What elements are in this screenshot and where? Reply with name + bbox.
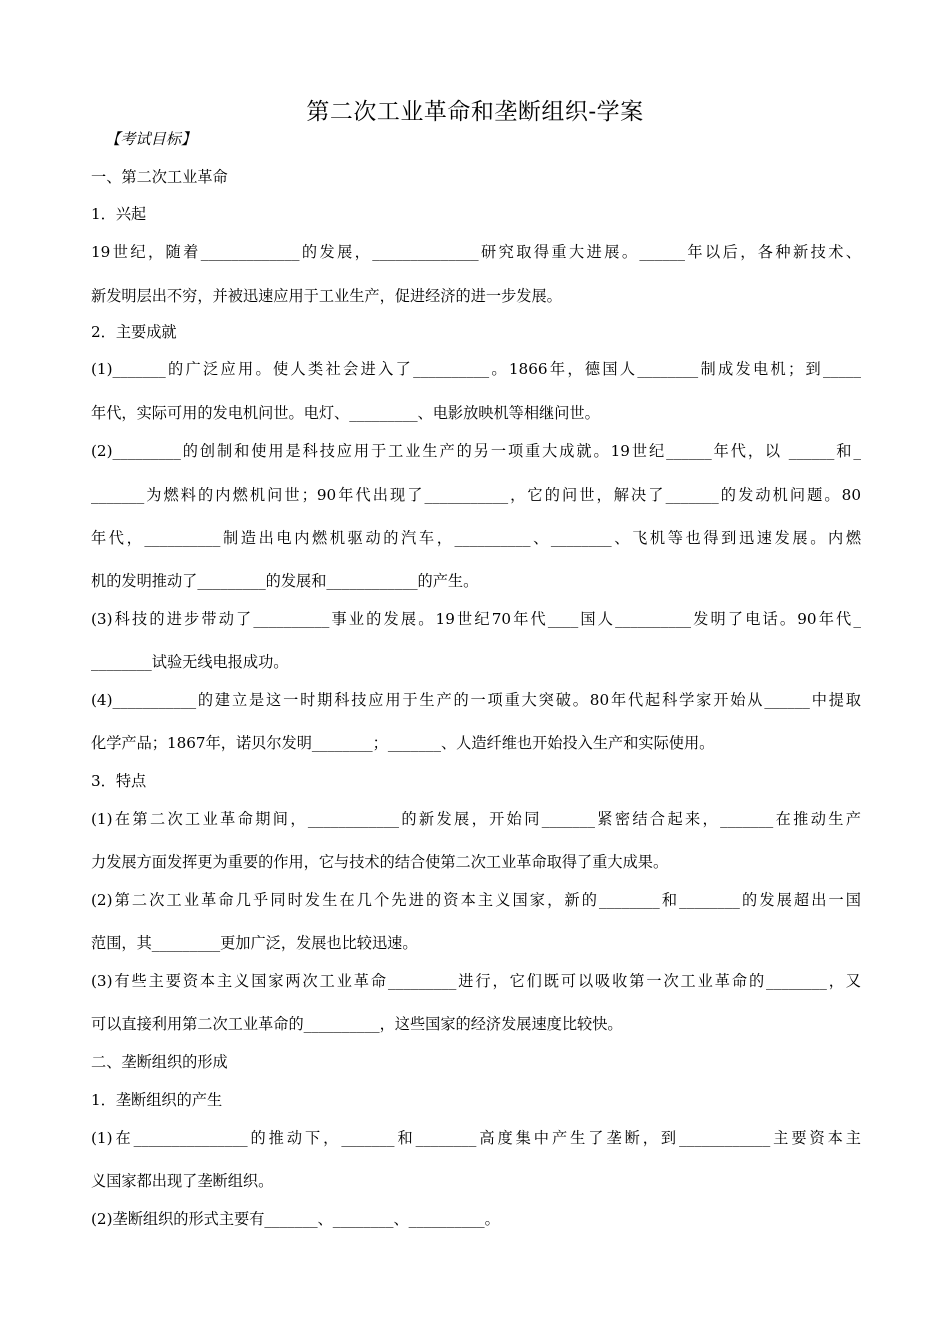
paragraph-line: (2)垄断组织的形式主要有_______、________、__________。 (91, 1210, 500, 1228)
paragraph-line: (3)有些主要资本主义国家两次工业革命_________进行，它们既可以吸收第一次工业革命的________，又 (91, 972, 861, 990)
paragraph-line: 19世纪，随着_____________的发展，______________研究取得重大进展。______年以后，各种新技术、 (91, 243, 861, 261)
subsection-heading-features: 3．特点 (91, 772, 147, 790)
subsection-heading-rise: 1．兴起 (91, 205, 147, 223)
paragraph-line: 机的发明推动了_________的发展和____________的产生。 (91, 572, 479, 590)
paragraph-line: 可以直接利用第二次工业革命的__________，这些国家的经济发展速度比较快。 (91, 1015, 623, 1033)
section-heading-1: 一、第二次工业革命 (91, 168, 228, 186)
paragraph-line: (4)___________的建立是这一时期科技应用于生产的一项重大突破。80年代起科学家开始从______中提取 (91, 691, 861, 709)
subsection-heading-monopoly-origin: 1．垄断组织的产生 (91, 1091, 223, 1109)
page-title: 第二次工业革命和垄断组织-学案 (306, 99, 644, 125)
paragraph-line: (1)_______的广泛应用。使人类社会进入了__________。1866年，德国人________制成发电机；到_____ (91, 360, 861, 378)
paragraph-line: (2)第二次工业革命几乎同时发生在几个先进的资本主义国家，新的________和________的发展超出一国 (91, 891, 861, 909)
paragraph-line: 义国家都出现了垄断组织。 (91, 1172, 274, 1190)
paragraph-line: 新发明层出不穷，并被迅速应用于工业生产，促进经济的进一步发展。 (91, 287, 562, 305)
paragraph-line: (1)在第二次工业革命期间，____________的新发展，开始同_______紧密结合起来，_______在推动生产 (91, 810, 861, 828)
section-heading-2: 二、垄断组织的形成 (91, 1053, 228, 1071)
paragraph-line: 力发展方面发挥更为重要的作用，它与技术的结合使第二次工业革命取得了重大成果。 (91, 853, 669, 871)
paragraph-line: ________试验无线电报成功。 (91, 653, 289, 671)
exam-target-heading: 【考试目标】 (105, 130, 197, 148)
paragraph-line: (3)科技的进步带动了__________事业的发展。19世纪70年代____国人__________发明了电话。90年代_ (91, 610, 861, 628)
subsection-heading-achievements: 2．主要成就 (91, 323, 177, 341)
paragraph-line: (1)在_______________的推动下，_______和________高度集中产生了垄断，到____________主要资本主 (91, 1129, 861, 1147)
paragraph-line: 年代，__________制造出电内燃机驱动的汽车，__________、________、飞机等也得到迅速发展。内燃 (91, 529, 861, 547)
paragraph-line: (2)_________的创制和使用是科技应用于工业生产的另一项重大成就。19世纪______年代，以 ______和_ (91, 442, 861, 460)
paragraph-line: _______为燃料的内燃机问世；90年代出现了___________，它的问世，解决了_______的发动机问题。80 (91, 486, 861, 504)
paragraph-line: 年代，实际可用的发电机问世。电灯、_________、电影放映机等相继问世。 (91, 404, 600, 422)
paragraph-line: 范围，其_________更加广泛，发展也比较迅速。 (91, 934, 418, 952)
paragraph-line: 化学产品；1867年，诺贝尔发明________；_______、人造纤维也开始投入生产和实际使用。 (91, 734, 715, 752)
